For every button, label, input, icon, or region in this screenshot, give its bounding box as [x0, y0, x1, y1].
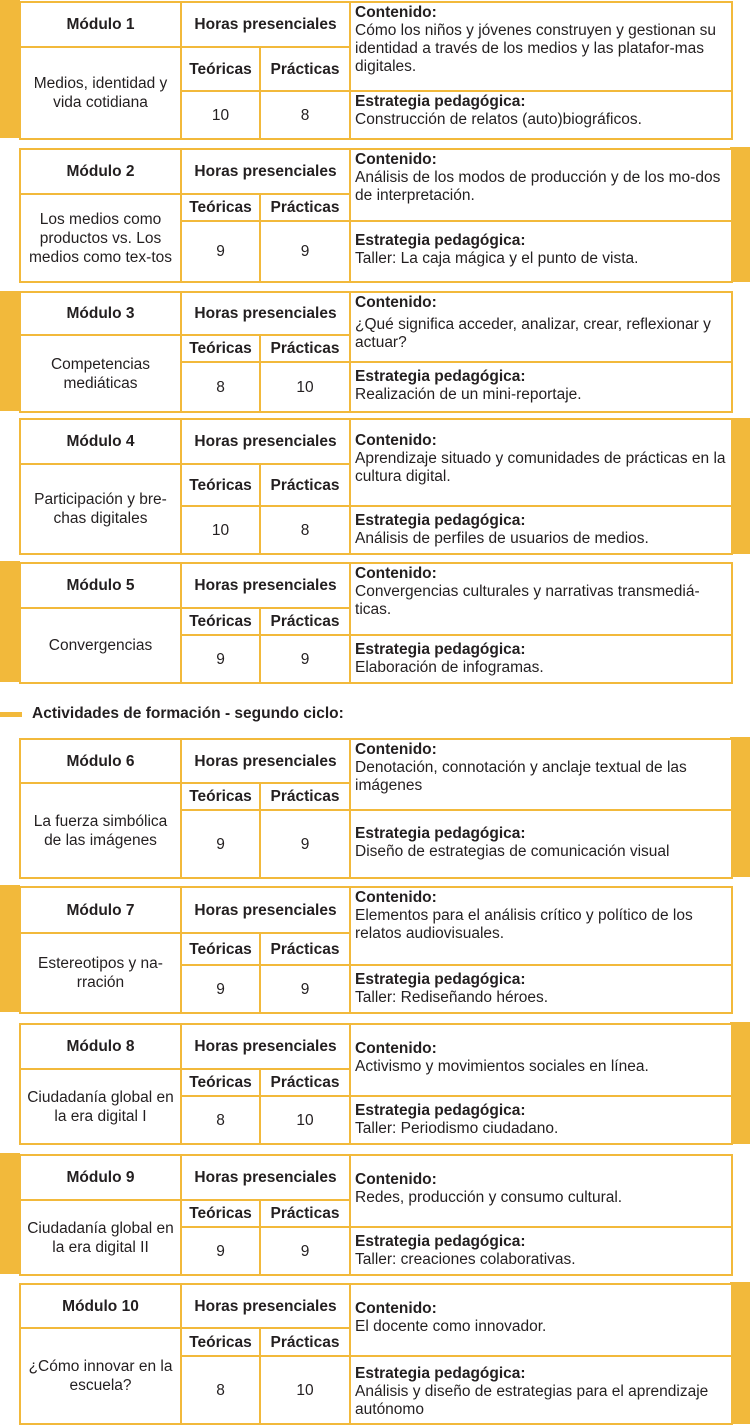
module-table: [19, 1023, 733, 1145]
hours-header: Horas presenciales: [181, 292, 350, 335]
strategy-text: Taller: creaciones colaborativas.: [355, 1251, 576, 1268]
content-label: Contenido:: [355, 741, 437, 758]
strategy-text: Diseño de estrategias de comunicación visual: [355, 843, 670, 860]
content-cell: [350, 1155, 732, 1227]
content-text: Cómo los niños y jóvenes construyen y gestionan su identidad a través de los medios y las platafor-mas digitales.: [355, 22, 717, 75]
practice-header: Prácticas: [260, 194, 350, 221]
practice-hours: 10: [260, 1356, 350, 1424]
practice-hours: 9: [260, 635, 350, 683]
content-cell: [350, 563, 732, 635]
theory-header: Teóricas: [181, 47, 260, 91]
content-cell: [350, 149, 732, 221]
module-name: La fuerza simbólica de las imágenes: [20, 783, 181, 878]
strategy-label: Estrategia pedagógica:: [355, 641, 526, 658]
practice-header: Prácticas: [260, 1200, 350, 1227]
module-title: Módulo 3: [20, 292, 181, 335]
strategy-label: Estrategia pedagógica:: [355, 1365, 526, 1382]
practice-header: Prácticas: [260, 47, 350, 91]
content-label: Contenido:: [355, 4, 437, 21]
strategy-label: Estrategia pedagógica:: [355, 512, 526, 529]
theory-header: Teóricas: [181, 1069, 260, 1096]
hours-header: Horas presenciales: [181, 563, 350, 608]
content-text: Elementos para el análisis crítico y político de los relatos audiovisuales.: [355, 907, 693, 942]
module-title: Módulo 1: [20, 2, 181, 47]
strategy-cell: [350, 362, 732, 412]
content-cell: [350, 419, 732, 506]
theory-header: Teóricas: [181, 1200, 260, 1227]
theory-header: Teóricas: [181, 783, 260, 810]
hours-header: Horas presenciales: [181, 1024, 350, 1069]
content-text: Redes, producción y consumo cultural.: [355, 1189, 623, 1206]
practice-hours: 9: [260, 221, 350, 282]
content-text: Convergencias culturales y narrativas transmediá-ticas.: [355, 583, 700, 618]
theory-header: Teóricas: [181, 194, 260, 221]
practice-header: Prácticas: [260, 608, 350, 635]
hours-header: Horas presenciales: [181, 887, 350, 933]
practice-hours: 8: [260, 91, 350, 139]
strategy-label: Estrategia pedagógica:: [355, 1102, 526, 1119]
module-title: Módulo 6: [20, 739, 181, 783]
content-cell: [350, 887, 732, 965]
practice-header: Prácticas: [260, 335, 350, 362]
content-text: Aprendizaje situado y comunidades de prácticas en la cultura digital.: [355, 450, 726, 485]
content-label: Contenido:: [355, 294, 437, 311]
accent-bar: [0, 291, 20, 411]
theory-hours: 10: [181, 91, 260, 139]
module-table: [19, 562, 733, 684]
content-label: Contenido:: [355, 432, 437, 449]
theory-hours: 9: [181, 965, 260, 1013]
strategy-cell: [350, 1227, 732, 1275]
hours-header: Horas presenciales: [181, 149, 350, 194]
theory-header: Teóricas: [181, 464, 260, 506]
accent-bar: [0, 885, 20, 1012]
strategy-cell: [350, 221, 732, 282]
practice-header: Prácticas: [260, 1328, 350, 1356]
content-cell: [350, 739, 732, 810]
practice-header: Prácticas: [260, 933, 350, 965]
content-cell: [350, 1284, 732, 1356]
content-text: ¿Qué significa acceder, analizar, crear, reflexionar y actuar?: [355, 316, 711, 351]
module-name: Ciudadanía global en la era digital I: [20, 1069, 181, 1144]
module-table: [19, 1, 733, 140]
module-name: Participación y bre-chas digitales: [20, 464, 181, 554]
theory-hours: 8: [181, 362, 260, 412]
module-name: ¿Cómo innovar en la escuela?: [20, 1328, 181, 1424]
strategy-cell: [350, 810, 732, 878]
strategy-text: Taller: Periodismo ciudadano.: [355, 1120, 559, 1137]
hours-header: Horas presenciales: [181, 1284, 350, 1328]
module-name: Estereotipos y na-rración: [20, 933, 181, 1013]
module-table: [19, 418, 733, 555]
section-title: Actividades de formación - segundo ciclo:: [32, 705, 344, 722]
strategy-label: Estrategia pedagógica:: [355, 1233, 526, 1250]
theory-hours: 8: [181, 1096, 260, 1144]
module-title: Módulo 8: [20, 1024, 181, 1069]
hours-header: Horas presenciales: [181, 419, 350, 464]
content-text: Activismo y movimientos sociales en línea.: [355, 1058, 649, 1075]
strategy-cell: [350, 506, 732, 554]
module-table: [19, 1154, 733, 1276]
module-name: Los medios como productos vs. Los medios como tex-tos: [20, 194, 181, 282]
hours-header: Horas presenciales: [181, 2, 350, 47]
practice-hours: 8: [260, 506, 350, 554]
strategy-cell: [350, 965, 732, 1013]
strategy-text: Taller: La caja mágica y el punto de vista.: [355, 250, 639, 267]
module-table: [19, 291, 733, 413]
strategy-text: Construcción de relatos (auto)biográficos.: [355, 111, 642, 128]
theory-header: Teóricas: [181, 933, 260, 965]
content-label: Contenido:: [355, 1040, 437, 1057]
theory-header: Teóricas: [181, 1328, 260, 1356]
module-title: Módulo 9: [20, 1155, 181, 1200]
strategy-text: Elaboración de infogramas.: [355, 659, 544, 676]
strategy-cell: [350, 1356, 732, 1424]
module-table: [19, 738, 733, 879]
content-cell: [350, 1024, 732, 1096]
practice-hours: 9: [260, 1227, 350, 1275]
module-title: Módulo 4: [20, 419, 181, 464]
strategy-cell: [350, 635, 732, 683]
practice-hours: 10: [260, 1096, 350, 1144]
module-title: Módulo 5: [20, 563, 181, 608]
module-table: [19, 1283, 733, 1425]
hours-header: Horas presenciales: [181, 1155, 350, 1200]
theory-hours: 9: [181, 221, 260, 282]
strategy-text: Análisis de perfiles de usuarios de medios.: [355, 530, 649, 547]
strategy-text: Análisis y diseño de estrategias para el aprendizaje autónomo: [355, 1383, 709, 1418]
strategy-label: Estrategia pedagógica:: [355, 825, 526, 842]
content-label: Contenido:: [355, 151, 437, 168]
strategy-cell: [350, 1096, 732, 1144]
theory-hours: 8: [181, 1356, 260, 1424]
strategy-label: Estrategia pedagógica:: [355, 971, 526, 988]
module-title: Módulo 7: [20, 887, 181, 933]
strategy-label: Estrategia pedagógica:: [355, 232, 526, 249]
practice-hours: 9: [260, 810, 350, 878]
content-label: Contenido:: [355, 565, 437, 582]
accent-bar: [0, 1153, 20, 1274]
theory-hours: 9: [181, 810, 260, 878]
content-cell: [350, 2, 732, 91]
practice-hours: 9: [260, 965, 350, 1013]
strategy-text: Taller: Rediseñando héroes.: [355, 989, 549, 1006]
practice-hours: 10: [260, 362, 350, 412]
strategy-label: Estrategia pedagógica:: [355, 93, 526, 110]
content-text: Denotación, connotación y anclaje textual de las imágenes: [355, 759, 687, 794]
content-label: Contenido:: [355, 1171, 437, 1188]
theory-header: Teóricas: [181, 608, 260, 635]
accent-bar: [0, 561, 20, 682]
module-table: [19, 886, 733, 1014]
hours-header: Horas presenciales: [181, 739, 350, 783]
module-table: [19, 148, 733, 283]
module-title: Módulo 2: [20, 149, 181, 194]
theory-hours: 10: [181, 506, 260, 554]
theory-hours: 9: [181, 635, 260, 683]
content-label: Contenido:: [355, 1300, 437, 1317]
module-name: Medios, identidad y vida cotidiana: [20, 47, 181, 139]
accent-bar: [0, 0, 20, 138]
module-name: Convergencias: [20, 608, 181, 683]
strategy-text: Realización de un mini-reportaje.: [355, 386, 582, 403]
practice-header: Prácticas: [260, 1069, 350, 1096]
strategy-cell: [350, 91, 732, 139]
strategy-label: Estrategia pedagógica:: [355, 368, 526, 385]
theory-header: Teóricas: [181, 335, 260, 362]
content-text: Análisis de los modos de producción y de los mo-dos de interpretación.: [355, 169, 721, 204]
theory-hours: 9: [181, 1227, 260, 1275]
module-title: Módulo 10: [20, 1284, 181, 1328]
module-name: Ciudadanía global en la era digital II: [20, 1200, 181, 1275]
module-name: Competencias mediáticas: [20, 335, 181, 412]
content-label: Contenido:: [355, 889, 437, 906]
practice-header: Prácticas: [260, 783, 350, 810]
content-text: El docente como innovador.: [355, 1318, 547, 1335]
content-cell: [350, 292, 732, 362]
practice-header: Prácticas: [260, 464, 350, 506]
section-header: [0, 704, 750, 724]
section-marker: [0, 712, 22, 717]
